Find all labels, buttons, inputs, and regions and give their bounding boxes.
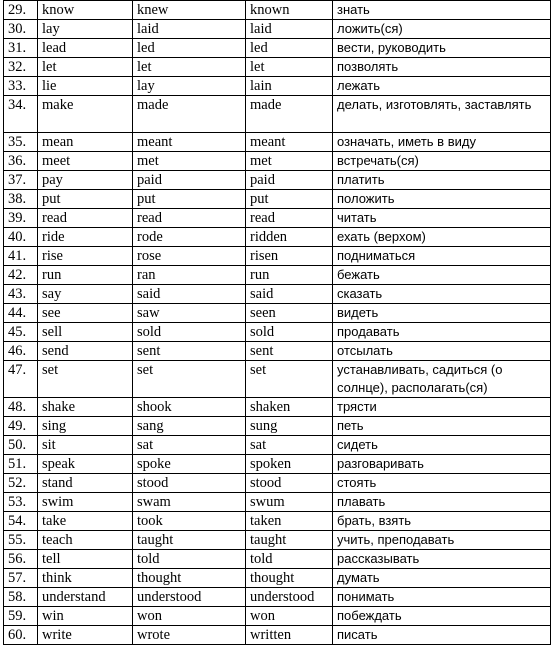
base-form-cell: tell [38, 550, 133, 569]
table-row [4, 77, 551, 96]
table-row [4, 436, 551, 455]
table-row [4, 58, 551, 77]
past-simple-cell: put [133, 190, 246, 209]
base-form-cell: see [38, 304, 133, 323]
base-form-cell: think [38, 569, 133, 588]
past-participle-cell: shaken [246, 398, 333, 417]
past-simple-cell: set [133, 361, 246, 398]
table-row [4, 285, 551, 304]
past-simple-cell: sold [133, 323, 246, 342]
base-form-cell: mean [38, 133, 133, 152]
translation-cell: вести, руководить [333, 39, 551, 58]
past-participle-cell: ridden [246, 228, 333, 247]
base-form-cell: sing [38, 417, 133, 436]
past-participle-cell: set [246, 361, 333, 398]
row-number-cell: 52. [4, 474, 38, 493]
row-number-cell: 38. [4, 190, 38, 209]
table-row [4, 304, 551, 323]
past-participle-cell: made [246, 96, 333, 133]
past-participle-cell: thought [246, 569, 333, 588]
table-row [4, 531, 551, 550]
table-row [4, 342, 551, 361]
past-simple-cell: stood [133, 474, 246, 493]
translation-cell: понимать [333, 588, 551, 607]
base-form-cell: pay [38, 171, 133, 190]
base-form-cell: rise [38, 247, 133, 266]
translation-cell: делать, изготовлять, заставлять [333, 96, 551, 133]
translation-cell: трясти [333, 398, 551, 417]
row-number-cell: 36. [4, 152, 38, 171]
past-simple-cell: lay [133, 77, 246, 96]
base-form-cell: read [38, 209, 133, 228]
base-form-cell: speak [38, 455, 133, 474]
translation-cell: бежать [333, 266, 551, 285]
translation-cell: читать [333, 209, 551, 228]
table-row [4, 20, 551, 39]
table-row [4, 209, 551, 228]
table-row [4, 171, 551, 190]
translation-cell: отсылать [333, 342, 551, 361]
past-simple-cell: rose [133, 247, 246, 266]
past-participle-cell: known [246, 1, 333, 20]
past-participle-cell: sung [246, 417, 333, 436]
row-number-cell: 44. [4, 304, 38, 323]
base-form-cell: send [38, 342, 133, 361]
base-form-cell: shake [38, 398, 133, 417]
row-number-cell: 49. [4, 417, 38, 436]
past-participle-cell: written [246, 626, 333, 645]
row-number-cell: 40. [4, 228, 38, 247]
base-form-cell: lay [38, 20, 133, 39]
past-participle-cell: swum [246, 493, 333, 512]
translation-cell: побеждать [333, 607, 551, 626]
past-participle-cell: meant [246, 133, 333, 152]
past-simple-cell: said [133, 285, 246, 304]
past-simple-cell: swam [133, 493, 246, 512]
row-number-cell: 58. [4, 588, 38, 607]
past-simple-cell: wrote [133, 626, 246, 645]
row-number-cell: 31. [4, 39, 38, 58]
base-form-cell: set [38, 361, 133, 398]
base-form-cell: write [38, 626, 133, 645]
row-number-cell: 39. [4, 209, 38, 228]
past-participle-cell: sold [246, 323, 333, 342]
row-number-cell: 41. [4, 247, 38, 266]
base-form-cell: understand [38, 588, 133, 607]
past-participle-cell: read [246, 209, 333, 228]
past-participle-cell: sent [246, 342, 333, 361]
past-participle-cell: led [246, 39, 333, 58]
past-simple-cell: laid [133, 20, 246, 39]
base-form-cell: meet [38, 152, 133, 171]
table-row [4, 588, 551, 607]
base-form-cell: say [38, 285, 133, 304]
past-participle-cell: let [246, 58, 333, 77]
row-number-cell: 43. [4, 285, 38, 304]
table-row [4, 152, 551, 171]
verb-table-body [4, 1, 551, 645]
past-participle-cell: stood [246, 474, 333, 493]
past-simple-cell: spoke [133, 455, 246, 474]
past-participle-cell: met [246, 152, 333, 171]
translation-cell: рассказывать [333, 550, 551, 569]
translation-cell: петь [333, 417, 551, 436]
row-number-cell: 54. [4, 512, 38, 531]
past-simple-cell: thought [133, 569, 246, 588]
past-simple-cell: saw [133, 304, 246, 323]
translation-cell: разговаривать [333, 455, 551, 474]
base-form-cell: sell [38, 323, 133, 342]
past-simple-cell: ran [133, 266, 246, 285]
past-simple-cell: sat [133, 436, 246, 455]
row-number-cell: 47. [4, 361, 38, 398]
table-row [4, 133, 551, 152]
translation-cell: знать [333, 1, 551, 20]
past-simple-cell: rode [133, 228, 246, 247]
translation-cell: учить, преподавать [333, 531, 551, 550]
past-participle-cell: lain [246, 77, 333, 96]
base-form-cell: stand [38, 474, 133, 493]
past-participle-cell: run [246, 266, 333, 285]
base-form-cell: lie [38, 77, 133, 96]
table-row [4, 569, 551, 588]
past-participle-cell: risen [246, 247, 333, 266]
base-form-cell: run [38, 266, 133, 285]
table-row [4, 512, 551, 531]
past-simple-cell: sent [133, 342, 246, 361]
translation-cell: сидеть [333, 436, 551, 455]
row-number-cell: 30. [4, 20, 38, 39]
translation-cell: продавать [333, 323, 551, 342]
table-row [4, 361, 551, 398]
table-row [4, 39, 551, 58]
row-number-cell: 29. [4, 1, 38, 20]
row-number-cell: 55. [4, 531, 38, 550]
past-simple-cell: paid [133, 171, 246, 190]
table-row [4, 417, 551, 436]
row-number-cell: 32. [4, 58, 38, 77]
row-number-cell: 57. [4, 569, 38, 588]
past-participle-cell: won [246, 607, 333, 626]
row-number-cell: 46. [4, 342, 38, 361]
table-row [4, 455, 551, 474]
translation-cell: ложить(ся) [333, 20, 551, 39]
irregular-verbs-table [3, 0, 551, 645]
row-number-cell: 37. [4, 171, 38, 190]
translation-cell: встречать(ся) [333, 152, 551, 171]
translation-cell: положить [333, 190, 551, 209]
translation-cell: сказать [333, 285, 551, 304]
base-form-cell: win [38, 607, 133, 626]
past-participle-cell: spoken [246, 455, 333, 474]
translation-cell: брать, взять [333, 512, 551, 531]
table-row [4, 550, 551, 569]
past-simple-cell: told [133, 550, 246, 569]
row-number-cell: 48. [4, 398, 38, 417]
table-row [4, 323, 551, 342]
past-simple-cell: led [133, 39, 246, 58]
translation-cell: стоять [333, 474, 551, 493]
past-participle-cell: taken [246, 512, 333, 531]
past-simple-cell: won [133, 607, 246, 626]
table-row [4, 228, 551, 247]
translation-cell: ехать (верхом) [333, 228, 551, 247]
base-form-cell: know [38, 1, 133, 20]
row-number-cell: 35. [4, 133, 38, 152]
table-row [4, 626, 551, 645]
past-participle-cell: paid [246, 171, 333, 190]
past-simple-cell: met [133, 152, 246, 171]
row-number-cell: 42. [4, 266, 38, 285]
past-participle-cell: taught [246, 531, 333, 550]
table-row [4, 474, 551, 493]
past-participle-cell: seen [246, 304, 333, 323]
translation-cell: видеть [333, 304, 551, 323]
translation-cell: плавать [333, 493, 551, 512]
past-simple-cell: let [133, 58, 246, 77]
row-number-cell: 59. [4, 607, 38, 626]
past-simple-cell: taught [133, 531, 246, 550]
table-row [4, 190, 551, 209]
past-participle-cell: told [246, 550, 333, 569]
past-participle-cell: understood [246, 588, 333, 607]
past-participle-cell: said [246, 285, 333, 304]
translation-cell: позволять [333, 58, 551, 77]
base-form-cell: lead [38, 39, 133, 58]
past-simple-cell: understood [133, 588, 246, 607]
base-form-cell: take [38, 512, 133, 531]
translation-cell: платить [333, 171, 551, 190]
row-number-cell: 53. [4, 493, 38, 512]
base-form-cell: sit [38, 436, 133, 455]
translation-cell: подниматься [333, 247, 551, 266]
table-row [4, 247, 551, 266]
past-simple-cell: meant [133, 133, 246, 152]
base-form-cell: swim [38, 493, 133, 512]
row-number-cell: 34. [4, 96, 38, 133]
base-form-cell: teach [38, 531, 133, 550]
past-simple-cell: sang [133, 417, 246, 436]
translation-cell: думать [333, 569, 551, 588]
table-row [4, 266, 551, 285]
table-row [4, 493, 551, 512]
past-simple-cell: took [133, 512, 246, 531]
table-row [4, 96, 551, 133]
table-row [4, 1, 551, 20]
row-number-cell: 51. [4, 455, 38, 474]
row-number-cell: 33. [4, 77, 38, 96]
row-number-cell: 56. [4, 550, 38, 569]
past-participle-cell: laid [246, 20, 333, 39]
row-number-cell: 45. [4, 323, 38, 342]
base-form-cell: make [38, 96, 133, 133]
translation-cell: писать [333, 626, 551, 645]
base-form-cell: ride [38, 228, 133, 247]
row-number-cell: 60. [4, 626, 38, 645]
past-simple-cell: shook [133, 398, 246, 417]
base-form-cell: let [38, 58, 133, 77]
table-row [4, 607, 551, 626]
past-simple-cell: read [133, 209, 246, 228]
translation-cell: означать, иметь в виду [333, 133, 551, 152]
past-simple-cell: knew [133, 1, 246, 20]
row-number-cell: 50. [4, 436, 38, 455]
table-row [4, 398, 551, 417]
past-participle-cell: put [246, 190, 333, 209]
past-participle-cell: sat [246, 436, 333, 455]
translation-cell: устанавливать, садиться (о солнце), располагать(ся) [333, 361, 551, 398]
base-form-cell: put [38, 190, 133, 209]
past-simple-cell: made [133, 96, 246, 133]
translation-cell: лежать [333, 77, 551, 96]
